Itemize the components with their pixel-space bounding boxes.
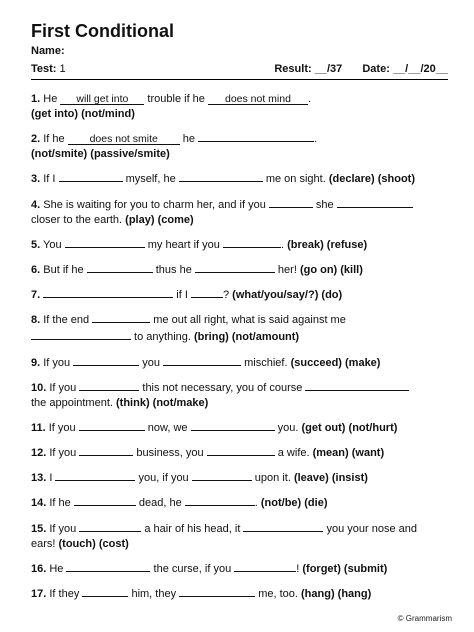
question-item: [31, 560, 451, 577]
verb-hint: (think) (not/make): [116, 396, 209, 409]
answer-blank[interactable]: [185, 494, 255, 506]
question-number: 17.: [31, 588, 47, 600]
question-item: [31, 585, 451, 602]
date-value: __/__/20__: [392, 63, 448, 75]
question-text: she: [312, 198, 337, 211]
question-number: 13.: [31, 472, 47, 485]
verb-hint: (succeed) (make): [290, 356, 381, 369]
question-text: .: [314, 133, 318, 146]
verb-hint: (not/be) (die): [260, 497, 328, 510]
question-number: 9.: [31, 356, 41, 369]
answer-blank[interactable]: [192, 469, 252, 481]
answer-blank[interactable]: [65, 236, 145, 248]
question-text: She is waiting for you to charm her, and if you: [43, 198, 269, 211]
test-info-row: [31, 62, 448, 80]
question-number: 15.: [31, 522, 47, 535]
question-text: my heart if you: [144, 238, 223, 251]
question-text: I: [49, 472, 56, 485]
question-text: a hair of his head, it: [141, 522, 244, 535]
question-number: 7.: [31, 289, 41, 302]
question-text: He: [49, 562, 67, 575]
answer-blank[interactable]: [195, 261, 275, 273]
answer-blank[interactable]: [179, 585, 255, 597]
question-number: 3.: [31, 173, 41, 186]
test-label: Test:: [31, 63, 57, 75]
question-text: me on sight.: [262, 173, 329, 186]
answer-blank[interactable]: [31, 328, 131, 340]
question-item: [31, 444, 451, 461]
verb-hint: (forget) (submit): [302, 562, 388, 575]
question-text: you your nose and: [323, 522, 418, 535]
verb-hint: (play) (come): [125, 213, 194, 226]
question-text: to anything.: [131, 331, 194, 344]
verb-hint: (bring) (not/amount): [194, 331, 300, 344]
question-text: ?: [222, 289, 233, 302]
question-text: thus he: [152, 263, 195, 276]
question-item: [31, 379, 451, 411]
question-text: me out all right, what is said against me: [150, 314, 346, 327]
answer-blank[interactable]: [269, 196, 313, 208]
verb-hint: (touch) (cost): [58, 537, 129, 550]
answer-blank[interactable]: [79, 379, 139, 391]
answer-blank[interactable]: [337, 196, 413, 208]
answer-blank[interactable]: [243, 520, 323, 532]
question-item: [31, 354, 451, 371]
question-item: [31, 130, 451, 162]
verb-hint: (mean) (want): [312, 447, 385, 460]
question-item: [31, 196, 451, 228]
question-item: [31, 520, 451, 552]
question-number: 16.: [31, 562, 47, 575]
question-text: But if he: [43, 263, 87, 276]
verb-hint: (declare) (shoot): [328, 173, 416, 186]
question-list: [31, 92, 448, 602]
result-label: Result:: [274, 63, 312, 75]
question-text: myself, he: [122, 173, 179, 186]
question-text: closer to the earth.: [31, 213, 126, 226]
answer-blank[interactable]: [234, 560, 296, 572]
answer-blank-filled[interactable]: does not smite: [68, 133, 180, 145]
question-number: 1.: [31, 93, 41, 105]
question-text: business, you: [133, 447, 207, 460]
answer-blank[interactable]: [74, 494, 136, 506]
question-number: 14.: [31, 497, 47, 510]
question-text: You: [43, 238, 65, 251]
answer-blank[interactable]: [305, 379, 409, 391]
answer-blank[interactable]: [82, 585, 128, 597]
question-text: upon it.: [251, 472, 294, 485]
answer-blank[interactable]: [191, 286, 223, 298]
question-text: If you: [43, 356, 74, 369]
question-text: trouble if he: [144, 93, 208, 105]
question-text: ears!: [31, 537, 59, 550]
date-label: Date:: [362, 63, 390, 75]
answer-blank[interactable]: [55, 469, 135, 481]
question-item: [31, 92, 451, 122]
name-label: Name:: [31, 45, 65, 57]
result-date-group: [274, 62, 448, 76]
question-text: If they: [49, 588, 83, 600]
question-text: the appointment.: [31, 396, 117, 409]
question-text: mischief.: [241, 356, 291, 369]
question-text: If you: [49, 522, 80, 535]
question-text: now, we: [144, 421, 191, 434]
answer-blank[interactable]: [79, 444, 133, 456]
test-number: 1: [59, 63, 66, 75]
answer-blank[interactable]: [43, 286, 173, 298]
question-text: .: [254, 497, 261, 510]
question-number: 5.: [31, 238, 41, 251]
answer-blank[interactable]: [87, 261, 153, 273]
question-text: the curse, if you: [150, 562, 235, 575]
result-value: __/37: [314, 63, 343, 75]
answer-blank[interactable]: [223, 236, 281, 248]
verb-hint: (leave) (insist): [293, 472, 368, 485]
question-text: her!: [274, 263, 300, 276]
question-text: If you: [49, 381, 80, 394]
question-text: If the end: [43, 314, 93, 327]
question-text: If he: [49, 497, 74, 510]
question-text: him, they: [128, 588, 180, 600]
question-item: [31, 286, 451, 303]
question-number: 6.: [31, 263, 41, 276]
question-text: me, too.: [255, 588, 301, 600]
verb-hint: (not/smite) (passive/smite): [31, 148, 170, 161]
answer-blank[interactable]: [59, 170, 123, 182]
question-number: 10.: [31, 381, 47, 394]
question-text: .: [307, 93, 312, 105]
answer-blank[interactable]: [191, 419, 275, 431]
question-item: [31, 419, 451, 436]
question-item: [31, 236, 451, 253]
answer-blank[interactable]: [92, 311, 150, 323]
verb-hint: (hang) (hang): [301, 588, 372, 600]
verb-hint: (what/you/say/?) (do): [232, 289, 343, 302]
answer-blank[interactable]: [79, 419, 145, 431]
answer-blank[interactable]: [79, 520, 141, 532]
question-text: this not necessary, you of course: [139, 381, 306, 394]
copyright-text: © Grammarism: [397, 614, 452, 623]
question-number: 2.: [31, 133, 41, 146]
question-item: [31, 494, 451, 511]
question-item: [31, 170, 451, 187]
question-text: you, if you: [135, 472, 192, 485]
question-item: [31, 469, 451, 486]
question-number: 12.: [31, 447, 47, 460]
verb-hint: (go on) (kill): [299, 263, 363, 276]
question-text: If you: [49, 447, 80, 460]
answer-blank[interactable]: [179, 170, 263, 182]
test-number-group: [31, 62, 66, 76]
question-text: He: [43, 93, 61, 105]
question-text: If he: [43, 133, 68, 146]
answer-blank-filled[interactable]: does not mind: [208, 93, 308, 105]
question-text: .: [280, 238, 288, 251]
verb-hint: (get into) (not/mind): [31, 108, 135, 120]
question-number: 11.: [31, 421, 46, 434]
question-text: If I: [43, 173, 59, 186]
verb-hint: (break) (refuse): [287, 238, 368, 251]
question-text: !: [296, 562, 303, 575]
question-number: 8.: [31, 314, 41, 327]
question-text: you.: [274, 421, 302, 434]
question-text: if I: [173, 289, 191, 302]
answer-blank[interactable]: [163, 354, 241, 366]
answer-blank[interactable]: [66, 560, 150, 572]
answer-blank-filled[interactable]: will get into: [60, 93, 144, 105]
question-text: you: [139, 356, 164, 369]
answer-blank[interactable]: [207, 444, 275, 456]
question-text: dead, he: [135, 497, 185, 510]
answer-blank[interactable]: [198, 130, 314, 142]
question-item: [31, 311, 451, 345]
page-title: First Conditional: [31, 21, 174, 41]
question-text: If you: [48, 421, 79, 434]
verb-hint: (get out) (not/hurt): [301, 421, 398, 434]
question-text: he: [179, 133, 199, 146]
question-number: 4.: [31, 198, 41, 211]
answer-blank[interactable]: [73, 354, 139, 366]
question-text: a wife.: [274, 447, 313, 460]
question-item: [31, 261, 451, 278]
